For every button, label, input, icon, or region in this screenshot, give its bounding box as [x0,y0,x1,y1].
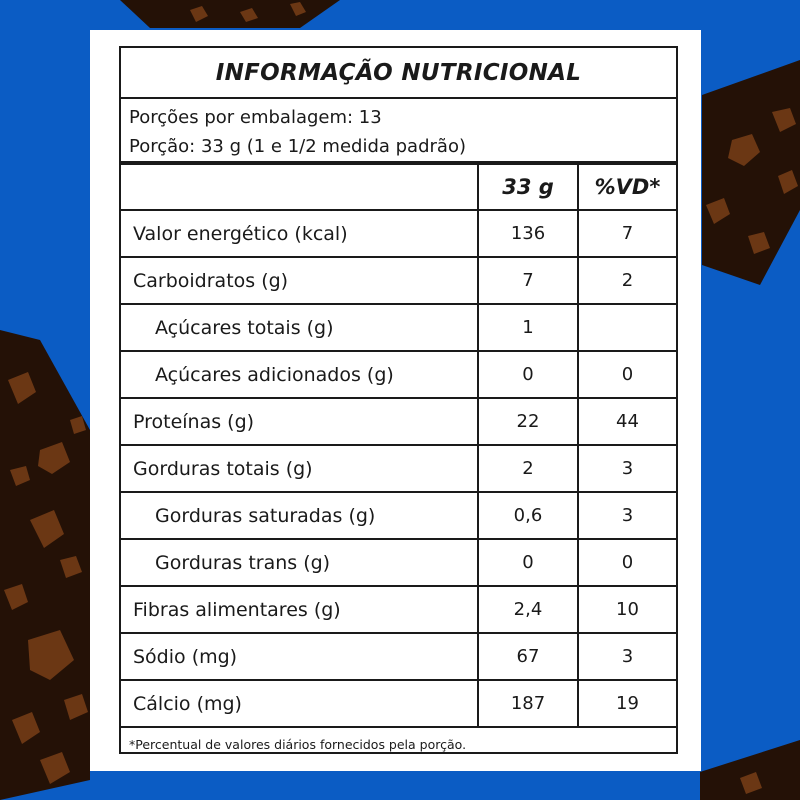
nutrient-name: Sódio (mg) [133,645,238,668]
nutrient-daily-value: 3 [577,446,676,491]
nutrient-daily-value: 2 [577,258,676,303]
nutrient-daily-value: 19 [577,681,676,726]
table-row [121,634,676,681]
nutrient-name: Açúcares totais (g) [155,316,334,339]
nutrient-amount: 136 [477,211,577,256]
header-name-cell [121,165,477,209]
nutrient-name: Fibras alimentares (g) [133,598,341,621]
nutrient-daily-value: 0 [577,352,676,397]
header-amount: 33 g [477,165,577,209]
nutrient-name: Gorduras saturadas (g) [155,504,376,527]
table-row [121,399,676,446]
nutrient-daily-value: 44 [577,399,676,444]
nutrient-amount: 0 [477,352,577,397]
nutrient-amount: 7 [477,258,577,303]
nutrient-name: Gorduras totais (g) [133,457,313,480]
footnote: *Percentual de valores diários fornecidos pela porção. [129,737,467,752]
nutrient-daily-value: 7 [577,211,676,256]
nutrient-amount: 22 [477,399,577,444]
nutrient-amount: 2 [477,446,577,491]
servings-info [121,99,676,165]
nutrition-facts-table [119,46,678,754]
nutrient-name: Proteínas (g) [133,410,255,433]
nutrient-amount: 0 [477,540,577,585]
table-row [121,493,676,540]
nutrient-amount: 187 [477,681,577,726]
nutrient-amount: 2,4 [477,587,577,632]
nutrient-amount: 0,6 [477,493,577,538]
label-title: INFORMAÇÃO NUTRICIONAL [121,48,676,99]
table-header [121,165,676,211]
nutrient-daily-value: 0 [577,540,676,585]
nutrient-name: Carboidratos (g) [133,269,289,292]
nutrient-name: Açúcares adicionados (g) [155,363,394,386]
nutrient-daily-value: 3 [577,493,676,538]
serving-size: Porção: 33 g (1 e 1/2 medida padrão) [129,136,466,157]
header-daily-value: %VD* [577,165,676,209]
nutrient-daily-value: 3 [577,634,676,679]
nutrient-name: Gorduras trans (g) [155,551,331,574]
servings-per-package: Porções por embalagem: 13 [129,107,382,128]
table-row [121,305,676,352]
nutrient-amount: 67 [477,634,577,679]
nutrient-daily-value [577,305,676,350]
table-row [121,211,676,258]
table-row [121,258,676,305]
table-row [121,587,676,634]
nutrient-name: Valor energético (kcal) [133,222,348,245]
table-row [121,681,676,728]
table-row [121,352,676,399]
table-row [121,540,676,587]
table-row [121,446,676,493]
nutrient-daily-value: 10 [577,587,676,632]
nutrient-name: Cálcio (mg) [133,692,242,715]
nutrient-amount: 1 [477,305,577,350]
